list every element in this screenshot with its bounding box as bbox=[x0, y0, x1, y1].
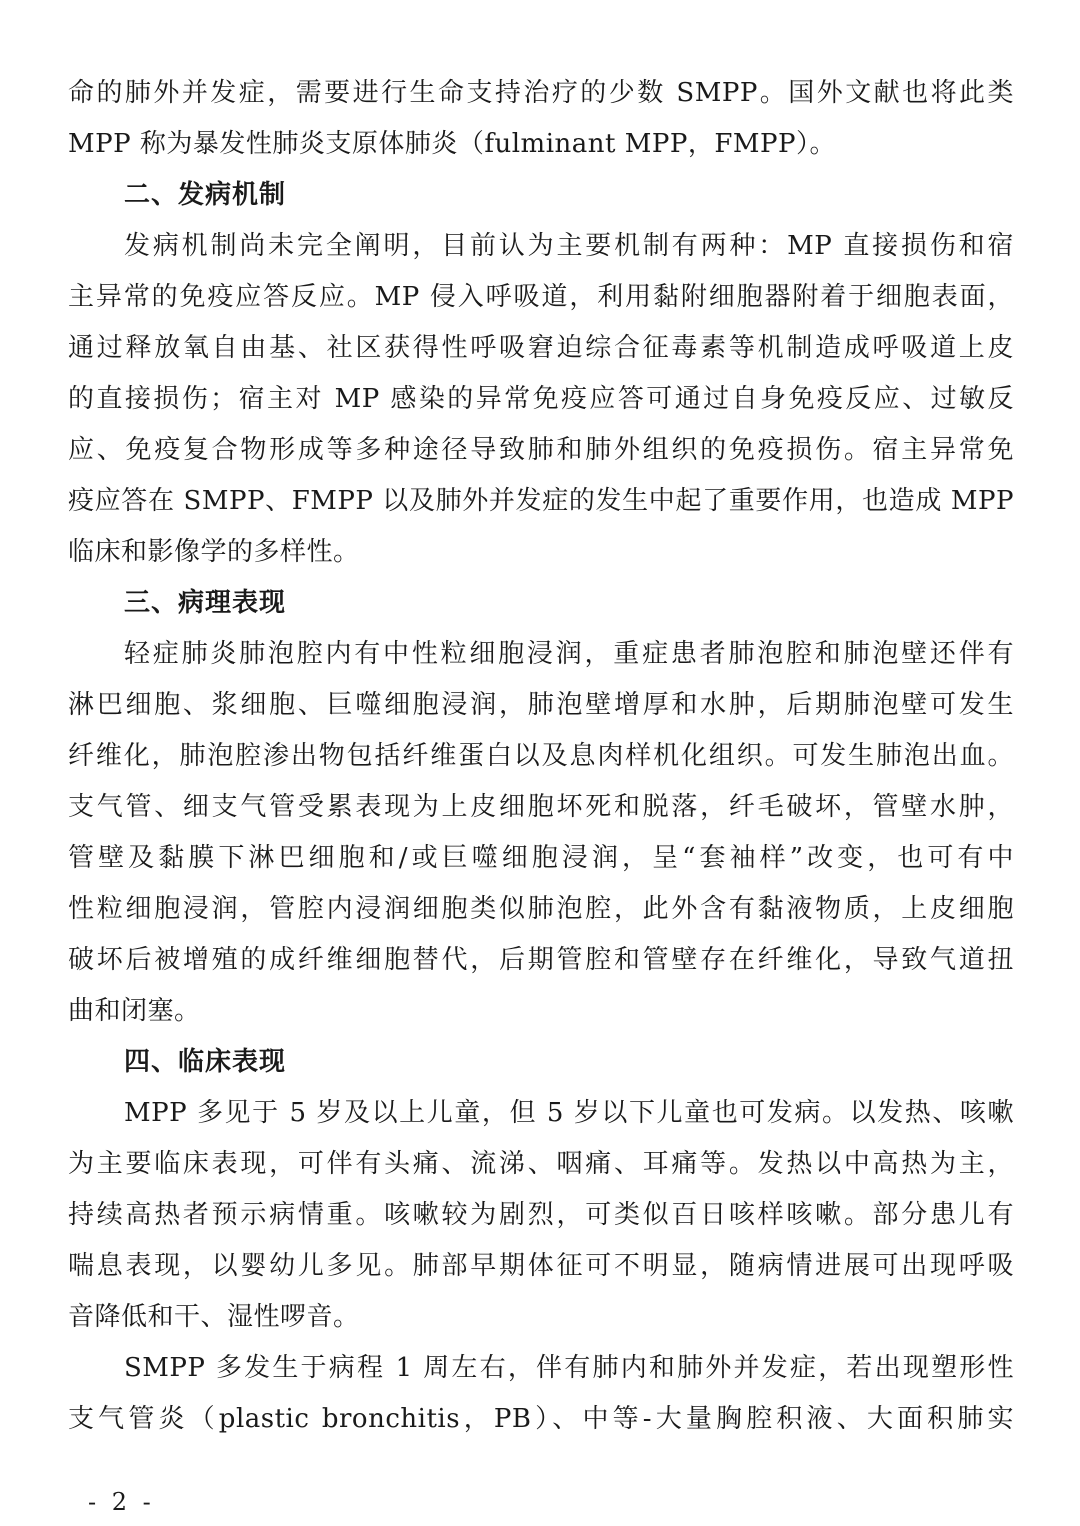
document-page bbox=[68, 68, 1014, 1445]
paragraph-line: 支气管炎（plastic bronchitis，PB）、中等-大量胸腔积液、大面积肺实 bbox=[68, 1404, 1014, 1434]
paragraph-line: 疫应答在 SMPP、FMPP 以及肺外并发症的发生中起了重要作用，也造成 MPP bbox=[68, 486, 1014, 516]
paragraph-line: 音降低和干、湿性啰音。 bbox=[68, 1302, 360, 1332]
paragraph-line: 纤维化，肺泡腔渗出物包括纤维蛋白以及息肉样机化组织。可发生肺泡出血。 bbox=[68, 741, 1014, 771]
paragraph-line: 应、免疫复合物形成等多种途径导致肺和肺外组织的免疫损伤。宿主异常免 bbox=[68, 435, 1014, 465]
section-heading-clinical: 四、临床表现 bbox=[124, 1047, 287, 1077]
paragraph-line: 持续高热者预示病情重。咳嗽较为剧烈，可类似百日咳样咳嗽。部分患儿有 bbox=[68, 1200, 1014, 1230]
paragraph-line: SMPP 多发生于病程 1 周左右，伴有肺内和肺外并发症，若出现塑形性 bbox=[124, 1353, 1014, 1383]
page-number: - 2 - bbox=[88, 1488, 155, 1516]
paragraph-line: 发病机制尚未完全阐明，目前认为主要机制有两种：MP 直接损伤和宿 bbox=[124, 231, 1014, 261]
paragraph-line: 为主要临床表现，可伴有头痛、流涕、咽痛、耳痛等。发热以中高热为主， bbox=[68, 1149, 1014, 1179]
section-heading-pathogenesis: 二、发病机制 bbox=[124, 180, 287, 210]
paragraph-line: MPP 称为暴发性肺炎支原体肺炎（fulminant MPP，FMPP）。 bbox=[68, 129, 836, 159]
paragraph-line: 轻症肺炎肺泡腔内有中性粒细胞浸润，重症患者肺泡腔和肺泡壁还伴有 bbox=[124, 639, 1014, 669]
paragraph-line: 主异常的免疫应答反应。MP 侵入呼吸道，利用黏附细胞器附着于细胞表面， bbox=[68, 282, 1014, 312]
paragraph-line: 曲和闭塞。 bbox=[68, 996, 201, 1026]
paragraph-line: 通过释放氧自由基、社区获得性呼吸窘迫综合征毒素等机制造成呼吸道上皮 bbox=[68, 333, 1014, 363]
paragraph-line: 性粒细胞浸润，管腔内浸润细胞类似肺泡腔，此外含有黏液物质，上皮细胞 bbox=[68, 894, 1014, 924]
paragraph-line: 管壁及黏膜下淋巴细胞和/或巨噬细胞浸润，呈“套袖样”改变，也可有中 bbox=[68, 843, 1014, 873]
paragraph-line: 的直接损伤；宿主对 MP 感染的异常免疫应答可通过自身免疫反应、过敏反 bbox=[68, 384, 1014, 414]
paragraph-line: 破坏后被增殖的成纤维细胞替代，后期管腔和管壁存在纤维化，导致气道扭 bbox=[68, 945, 1014, 975]
paragraph-line: 喘息表现，以婴幼儿多见。肺部早期体征可不明显，随病情进展可出现呼吸 bbox=[68, 1251, 1014, 1281]
paragraph-line: 命的肺外并发症，需要进行生命支持治疗的少数 SMPP。国外文献也将此类 bbox=[68, 78, 1014, 108]
paragraph-line: MPP 多见于 5 岁及以上儿童，但 5 岁以下儿童也可发病。以发热、咳嗽 bbox=[124, 1098, 1014, 1128]
paragraph-line: 支气管、细支气管受累表现为上皮细胞坏死和脱落，纤毛破坏，管壁水肿， bbox=[68, 792, 1014, 822]
paragraph-line: 临床和影像学的多样性。 bbox=[68, 537, 360, 567]
paragraph-line: 淋巴细胞、浆细胞、巨噬细胞浸润，肺泡壁增厚和水肿，后期肺泡壁可发生 bbox=[68, 690, 1014, 720]
section-heading-pathology: 三、病理表现 bbox=[124, 588, 287, 618]
